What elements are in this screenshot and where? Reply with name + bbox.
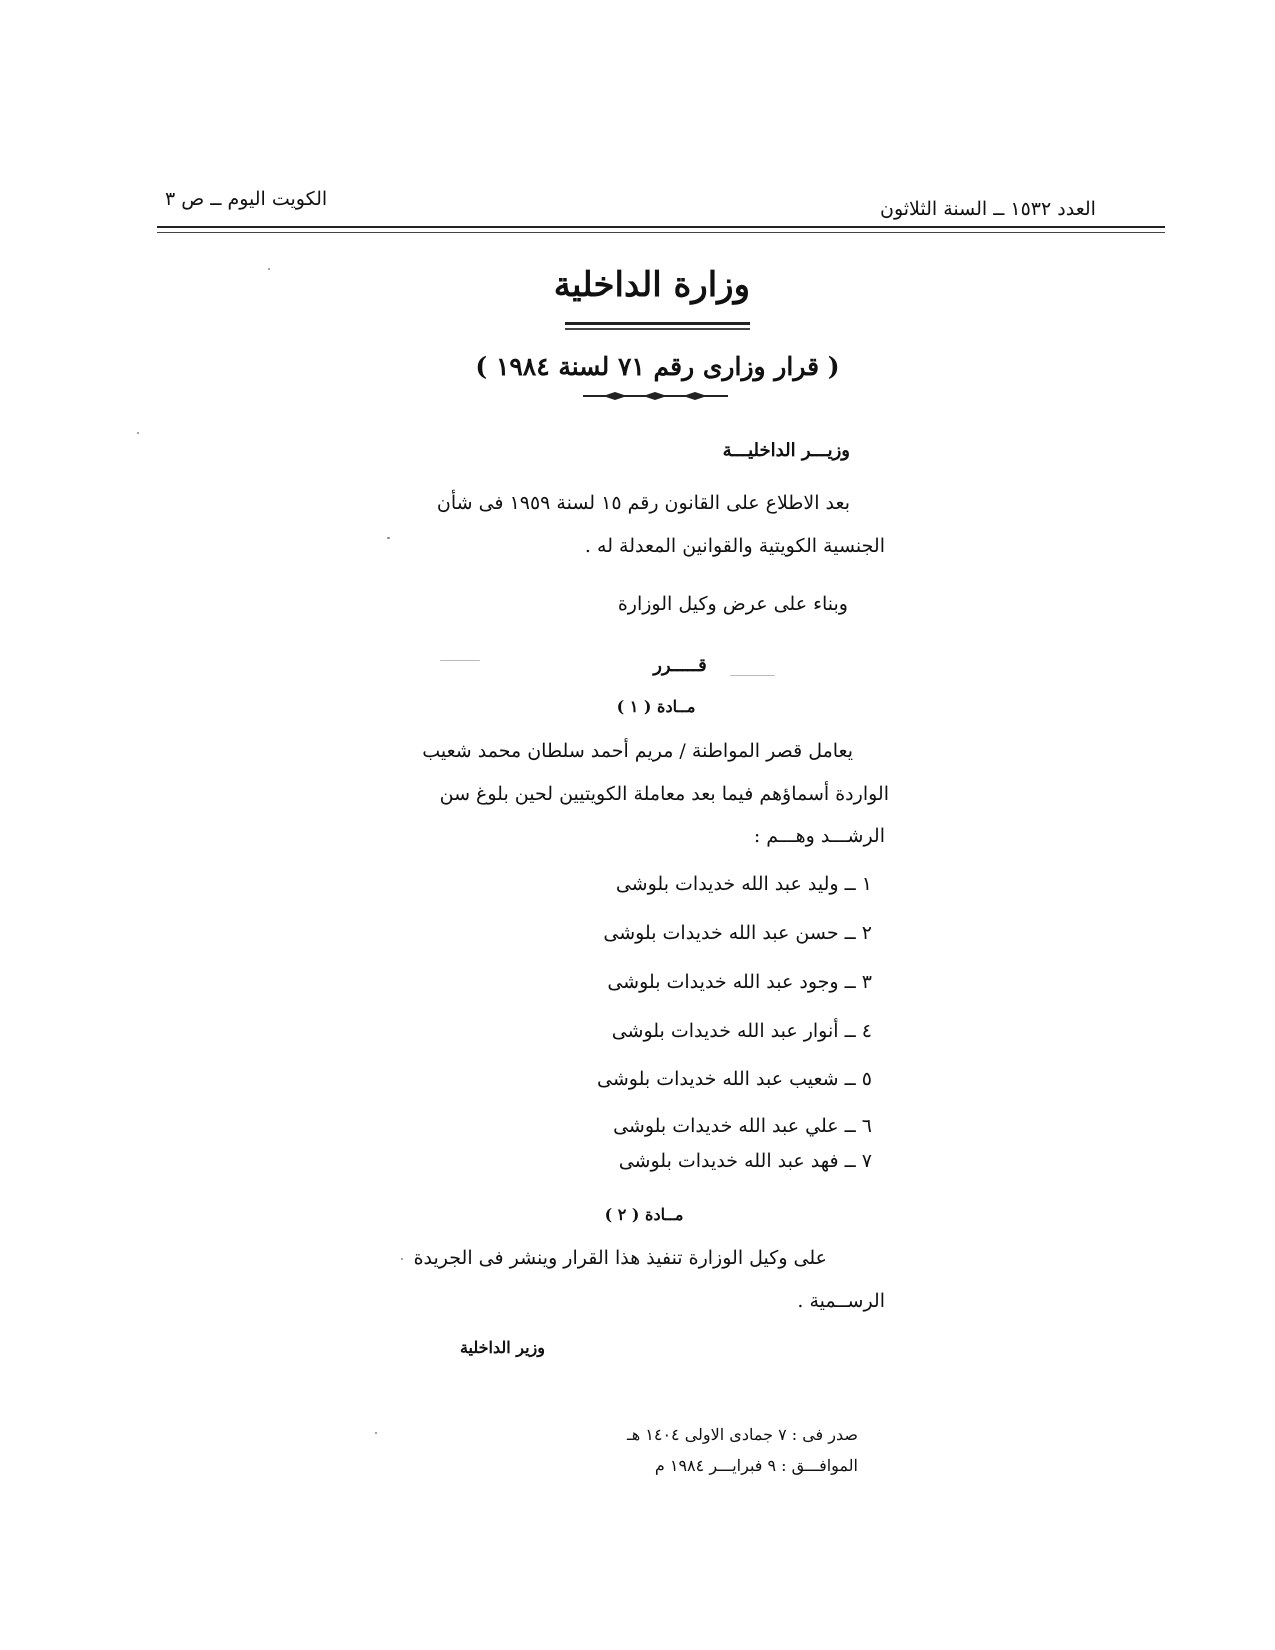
list-item: ٢ ــ حسن عبد الله خديدات بلوشى bbox=[603, 922, 872, 944]
issue-date-hijri: صدر فى : ٧ جمادى الاولى ١٤٠٤ هـ bbox=[627, 1425, 858, 1444]
minister-heading: وزيـــر الداخليـــة bbox=[722, 440, 850, 461]
article-1-heading: مــادة ( ١ ) bbox=[616, 697, 696, 716]
scan-speck bbox=[387, 537, 390, 539]
scan-speck bbox=[268, 268, 270, 270]
preamble-line: وبناء على عرض وكيل الوزارة bbox=[617, 593, 848, 615]
signature-title: وزير الداخلية bbox=[459, 1338, 545, 1357]
header-rule-thin bbox=[157, 232, 1165, 233]
list-item: ٤ ــ أنوار عبد الله خديدات بلوشى bbox=[611, 1020, 872, 1042]
decision-title: ( قرار وزارى رقم ٧١ لسنة ١٩٨٤ ) bbox=[475, 352, 840, 381]
list-item: ٦ ــ علي عبد الله خديدات بلوشى bbox=[613, 1115, 872, 1137]
decided-heading: قـــــرر bbox=[653, 655, 707, 676]
scan-speck bbox=[440, 660, 480, 661]
article-2-text: على وكيل الوزارة تنفيذ هذا القرار وينشر فى الجريدة bbox=[413, 1247, 827, 1269]
list-item: ٣ ــ وجود عبد الله خديدات بلوشى bbox=[607, 971, 872, 993]
header-page-label: الكويت اليوم ــ ص ٣ bbox=[165, 188, 328, 210]
article-2-text: الرســمية . bbox=[797, 1290, 885, 1312]
article-1-text: الرشـــد وهـــم : bbox=[753, 825, 885, 847]
article-1-text: يعامل قصر المواطنة / مريم أحمد سلطان محمد شعيب bbox=[422, 740, 853, 762]
list-item: ٧ ــ فهد عبد الله خديدات بلوشى bbox=[618, 1150, 872, 1172]
scan-speck bbox=[137, 432, 139, 434]
preamble-line: الجنسية الكويتية والقوانين المعدلة له . bbox=[584, 535, 885, 557]
issue-date-gregorian: الموافـــق : ٩ فبرايـــر ١٩٨٤ م bbox=[654, 1456, 858, 1475]
scan-speck bbox=[401, 1258, 403, 1260]
scan-speck bbox=[375, 1432, 377, 1434]
header-issue-label: العدد ١٥٣٢ ــ السنة الثلاثون bbox=[880, 198, 1096, 220]
article-1-text: الواردة أسماؤهم فيما بعد معاملة الكويتيين لحين بلوغ سن bbox=[439, 783, 889, 805]
scan-speck bbox=[730, 675, 775, 676]
title-underline bbox=[565, 322, 750, 325]
header-rule bbox=[157, 226, 1165, 228]
title-underline-thin bbox=[565, 328, 750, 330]
ministry-name: وزارة الداخلية bbox=[553, 265, 750, 305]
preamble-line: بعد الاطلاع على القانون رقم ١٥ لسنة ١٩٥٩ فى شأن bbox=[436, 492, 850, 514]
ornament-divider bbox=[583, 390, 728, 402]
list-item: ١ ــ وليد عبد الله خديدات بلوشى bbox=[615, 873, 872, 895]
article-2-heading: مــادة ( ٢ ) bbox=[604, 1205, 684, 1224]
list-item: ٥ ــ شعيب عبد الله خديدات بلوشى bbox=[597, 1068, 872, 1090]
